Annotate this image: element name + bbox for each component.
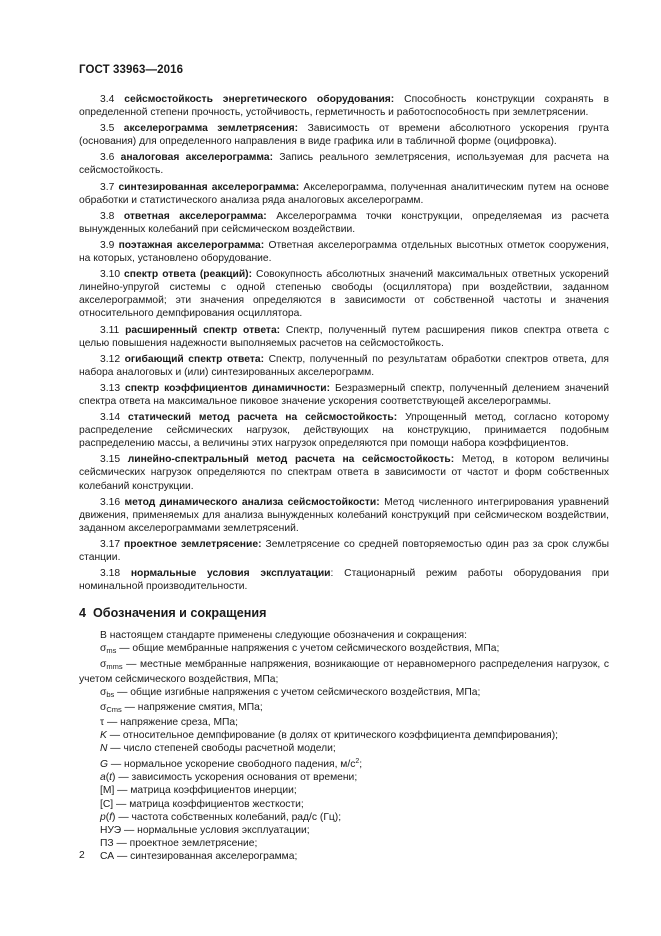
term-definition	[79, 453, 609, 492]
term-name: поэтажная акселерограмма:	[118, 239, 265, 251]
symbol-definition	[79, 658, 609, 686]
term-text: Землетрясение со средней повторяемостью один раз за срок службы станции.	[79, 538, 609, 563]
term-text: Безразмерный спектр, полученный делением значений спектра ответа на максимальное пиковое значение ускорения соответствующей акселерограммы.	[79, 382, 609, 407]
symbol: σ	[100, 701, 107, 713]
symbol-definition	[79, 798, 609, 811]
symbol-text: — проектное землетрясение;	[113, 837, 258, 849]
term-number: 3.7	[100, 181, 115, 193]
page-number: 2	[79, 850, 85, 861]
symbol-text: — зависимость ускорения основания от времени;	[115, 772, 358, 784]
term-text: Запись реального землетрясения, используемая для расчета на сейсмостойкость.	[79, 152, 609, 177]
term-number: 3.9	[100, 239, 115, 251]
symbol-text: — напряжение смятия, МПа;	[121, 701, 263, 713]
term-text: Спектр, полученный по результатам обработки спектров ответа, для набора аналоговых и (или) синтезированных акселерограмм.	[79, 353, 609, 378]
term-text: Акселерограмма точки конструкции, определяемая из расчета вынужденных колебаний при сейсмическом воздействии.	[79, 210, 609, 235]
symbol-definition	[79, 742, 609, 755]
symbol-definition	[79, 642, 609, 657]
term-number: 3.11	[100, 324, 120, 336]
symbol-definition	[79, 784, 609, 797]
symbols-list	[79, 642, 609, 863]
term-definition	[79, 181, 609, 207]
term-text: Упрощенный метод, согласно которому распределение сейсмических нагрузок, действующих на конструкцию, принимается подобным распределению массы, а величины этих нагрузок определяются при помощи набора коэффициентов.	[79, 412, 609, 450]
term-name: синтезированная акселерограмма:	[118, 181, 300, 193]
term-name: огибающий спектр ответа:	[124, 353, 265, 365]
symbol-text: — матрица коэффициентов жесткости;	[113, 798, 304, 810]
term-name: ответная акселерограмма:	[123, 210, 267, 222]
term-text: Метод, в котором величины сейсмических нагрузок определяются по спектрам ответа в зависимости от частот и форм собственных колебаний конструкции.	[79, 454, 609, 492]
term-text: Зависимость от времени абсолютного ускорения грунта (основания) для определенного направления в виде графика или в табличной форме (оцифровка).	[79, 123, 609, 148]
term-definition	[79, 151, 609, 177]
term-number: 3.10	[100, 269, 121, 281]
symbol-subscript: Cms	[106, 704, 122, 714]
term-name: сейсмостойкость энергетического оборудования:	[124, 94, 395, 105]
symbol-text: — число степеней свободы расчетной модели;	[107, 743, 336, 755]
symbol-tail: ;	[359, 759, 363, 771]
term-definition	[79, 210, 609, 236]
symbol: G	[100, 759, 109, 771]
term-text: Ответная акселерограмма отдельных высотных отметок сооружения, на которых, установлено оборудование.	[79, 239, 609, 265]
term-definition	[79, 93, 609, 119]
symbol: σ	[100, 658, 107, 670]
term-number: 3.14	[100, 412, 121, 424]
term-definition	[79, 496, 609, 535]
symbol: N	[100, 743, 108, 755]
term-number: 3.12	[100, 353, 121, 365]
symbol-subscript: ms	[106, 646, 117, 656]
term-text: Совокупность абсолютных значений максимальных ответных ускорений линейно-упругой системы с одной степенью свободы (осциллятора) при воздействии, заданном акселерограммой; эти значения определяются в зависимости от собственной частоты и значения относительного демпфирования осциллятора.	[79, 269, 609, 320]
symbol-argument: f	[109, 811, 113, 823]
term-text: Акселерограмма, полученная аналитическим путем на основе обработки и статистического анализа ряда аналоговых акселерограмм.	[79, 181, 609, 206]
term-definition	[79, 567, 609, 593]
symbol: σ	[100, 643, 107, 655]
symbol-subscript: bs	[106, 689, 115, 699]
term-name: аналоговая акселерограмма:	[120, 152, 274, 164]
symbol: НУЭ	[100, 824, 122, 836]
symbol-subscript: mms	[106, 661, 123, 671]
symbol-definition	[79, 716, 609, 729]
term-name: спектр коэффициентов динамичности:	[125, 382, 331, 394]
symbol-definition	[79, 850, 609, 863]
symbol: σ	[100, 686, 107, 698]
term-number: 3.18	[100, 568, 121, 580]
term-number: 3.17	[100, 538, 121, 550]
symbol-text: — частота собственных колебаний, рад/с (Гц);	[115, 811, 342, 823]
symbol-definition	[79, 837, 609, 850]
symbol-text: — матрица коэффициентов инерции;	[114, 785, 297, 797]
section-title: Обозначения и сокращения	[93, 606, 267, 621]
document-header: ГОСТ 33963—2016	[79, 64, 184, 76]
section-intro: В настоящем стандарте применены следующие обозначения и сокращения:	[100, 630, 467, 642]
term-name: статический метод расчета на сейсмостойкость:	[127, 412, 398, 424]
symbol-argument: t	[109, 772, 113, 784]
term-text: Способность конструкции сохранять в определенной степени прочность, устойчивость, герметичность и работоспособность при землетрясении.	[79, 94, 609, 119]
term-text: Спектр, полученный путем расширения пиков спектра ответа с целью повышения надежности выполняемых расчетов на сейсмостойкость.	[79, 324, 609, 349]
term-name: акселерограмма землетрясения:	[123, 123, 299, 135]
symbol: ПЗ	[100, 837, 114, 849]
symbol-text: — общие изгибные напряжения с учетом сейсмического воздействия, МПа;	[114, 686, 481, 698]
term-definition	[79, 411, 609, 450]
term-text: Метод численного интегрирования уравнений движения, применяемых для анализа вынужденных колебаний конструкций при сейсмическом воздействии, заданном акселерограммами землетрясений.	[79, 496, 609, 534]
term-definition	[79, 324, 609, 350]
symbol: p	[100, 811, 106, 823]
symbol-text: — относительное демпфирование (в долях от критического коэффициента демпфирования);	[106, 730, 559, 742]
symbol-definition	[79, 686, 609, 701]
symbol: [M]	[100, 785, 115, 797]
term-text: : Стационарный режим работы оборудования при номинальной производительности.	[79, 568, 609, 593]
symbol-definition	[79, 824, 609, 837]
symbol-text: — местные мембранные напряжения, возникающие от неравномерного распределения нагрузок, с учетом сейсмического воздействия, МПа;	[79, 658, 609, 685]
term-definition	[79, 382, 609, 408]
term-number: 3.8	[100, 210, 115, 222]
term-name: нормальные условия эксплуатации	[130, 568, 331, 580]
term-definition	[79, 122, 609, 148]
term-name: расширенный спектр ответа:	[125, 324, 281, 336]
term-name: спектр ответа (реакций):	[124, 269, 253, 281]
term-definition	[79, 268, 609, 320]
term-name: метод динамического анализа сейсмостойкости:	[124, 496, 380, 508]
term-definition	[79, 353, 609, 379]
symbol: a	[100, 772, 106, 784]
symbol-text: — общие мембранные напряжения с учетом сейсмического воздействия, МПа;	[116, 643, 500, 655]
symbol-text: — нормальные условия эксплуатации;	[121, 824, 310, 836]
section-number: 4	[79, 606, 87, 621]
page-content	[79, 93, 609, 863]
symbol: СА	[100, 850, 115, 862]
term-number: 3.5	[100, 123, 115, 135]
symbol-definition	[79, 729, 609, 742]
term-number: 3.16	[100, 496, 121, 508]
symbol: K	[100, 730, 107, 742]
symbol: τ	[100, 716, 105, 728]
symbol-text: — нормальное ускорение свободного падения, м/с	[108, 759, 356, 771]
terms-list	[79, 93, 609, 593]
section-heading	[79, 607, 609, 620]
symbol-text: — синтезированная акселерограмма;	[114, 850, 298, 862]
term-number: 3.15	[100, 454, 121, 466]
symbol-definition	[79, 701, 609, 716]
symbol-superscript: 2	[355, 758, 360, 766]
symbol-definition	[79, 755, 609, 771]
term-number: 3.4	[100, 94, 115, 105]
term-definition	[79, 538, 609, 564]
term-name: линейно-спектральный метод расчета на сейсмостойкость:	[127, 454, 455, 466]
symbol-definition: a(t) — зависимость ускорения основания от времени;	[100, 772, 358, 784]
term-number: 3.13	[100, 382, 121, 394]
term-definition	[79, 239, 609, 265]
term-name: проектное землетрясение:	[124, 538, 262, 550]
symbol: [C]	[100, 798, 114, 810]
symbol-definition: p(f) — частота собственных колебаний, рад/с (Гц);	[100, 811, 342, 823]
symbol-text: — напряжение среза, МПа;	[104, 716, 239, 728]
term-number: 3.6	[100, 152, 115, 164]
